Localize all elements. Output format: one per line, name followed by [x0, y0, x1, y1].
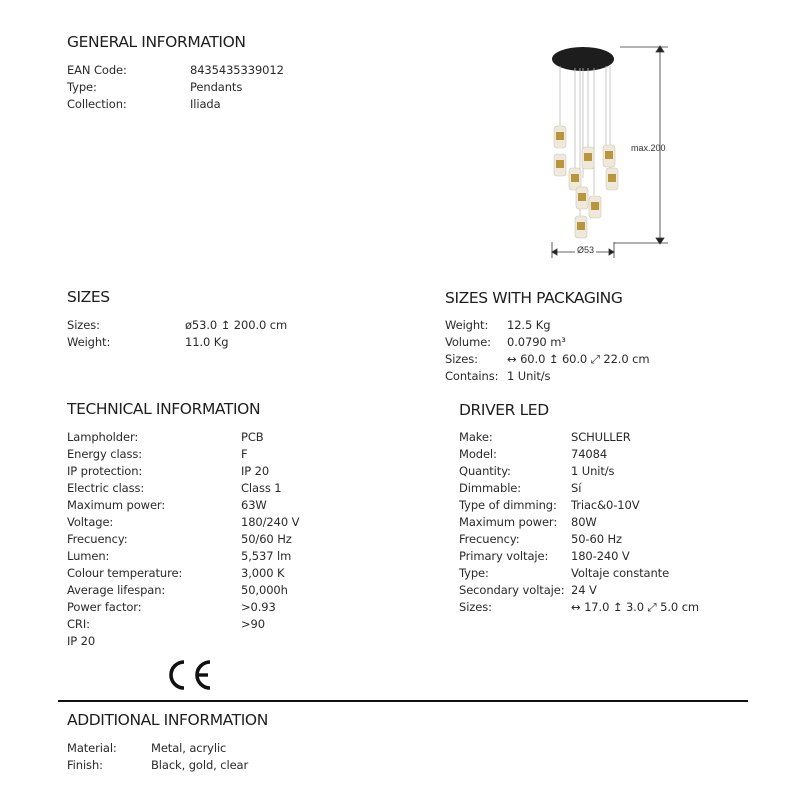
diameter-dimension-label: Ø53 [577, 245, 595, 255]
row-label: Energy class: [67, 447, 143, 461]
row-label: Model: [459, 447, 497, 461]
row-label: Electric class: [67, 481, 145, 495]
row-label: Secondary voltaje: [459, 583, 565, 597]
row-label: Primary voltaje: [459, 549, 549, 563]
pendant-4 [603, 145, 615, 167]
row-value: Voltaje constante [571, 566, 670, 580]
row-value: 180/240 V [241, 515, 300, 529]
row-value: 11.0 Kg [185, 335, 229, 349]
pendant-3 [582, 147, 594, 169]
technical-information-heading: TECHNICAL INFORMATION [67, 400, 261, 418]
row-value: >90 [241, 617, 265, 631]
row-value: 80W [571, 515, 597, 529]
packaging-heading: SIZES WITH PACKAGING [445, 289, 623, 307]
row-label: Maximum power: [67, 498, 166, 512]
row-value: 1 Unit/s [507, 369, 551, 383]
row-value: Metal, acrylic [151, 741, 227, 755]
row-value: 24 V [571, 583, 597, 597]
row-value: 50,000h [241, 583, 288, 597]
additional-information-heading: ADDITIONAL INFORMATION [67, 711, 268, 729]
row-value: Class 1 [241, 481, 282, 495]
pendant-2 [554, 154, 566, 176]
row-value: ø53.0 ↥ 200.0 cm [185, 318, 288, 332]
row-label: Volume: [445, 335, 491, 349]
row-value: 50/60 Hz [241, 532, 292, 546]
row-label: Sizes: [67, 318, 100, 332]
row-label: Collection: [67, 97, 127, 111]
row-label: Make: [459, 430, 493, 444]
pendant-1 [554, 126, 566, 148]
row-label: IP protection: [67, 464, 143, 478]
row-value: 0.0790 m³ [507, 335, 566, 349]
row-value: Black, gold, clear [151, 758, 249, 772]
technical-extra-ip: IP 20 [67, 634, 96, 648]
row-label: Colour temperature: [67, 566, 183, 580]
row-label: Sizes: [445, 352, 478, 366]
product-drawing [530, 30, 700, 270]
row-label: Material: [67, 741, 117, 755]
row-label: Type: [67, 80, 97, 94]
row-label: Frecuency: [67, 532, 128, 546]
row-label: Voltage: [67, 515, 114, 529]
row-value: 50-60 Hz [571, 532, 622, 546]
row-value: PCB [241, 430, 264, 444]
pendant-lamp-illustration [530, 30, 700, 270]
row-label: Lumen: [67, 549, 110, 563]
row-value: Sí [571, 481, 582, 495]
section-divider [58, 700, 748, 702]
row-label: Finish: [67, 758, 103, 772]
pendant-8 [589, 196, 601, 218]
row-value: 74084 [571, 447, 608, 461]
pendant-6 [606, 168, 618, 190]
height-dimension-label: max.200 [631, 143, 666, 153]
sizes-heading: SIZES [67, 288, 110, 306]
row-label: Power factor: [67, 600, 142, 614]
row-label: Weight: [445, 318, 489, 332]
row-value: Pendants [190, 80, 243, 94]
row-label: Lampholder: [67, 430, 139, 444]
row-label: Type: [459, 566, 489, 580]
row-value: ↔ 60.0 ↥ 60.0 ⤢ 22.0 cm [507, 352, 650, 366]
row-label: Contains: [445, 369, 499, 383]
row-label: Quantity: [459, 464, 511, 478]
general-information-heading: GENERAL INFORMATION [67, 33, 246, 51]
row-value: Triac&0-10V [571, 498, 640, 512]
row-value: Iliada [190, 97, 221, 111]
pendant-7 [576, 187, 588, 209]
ce-certification-logo [165, 655, 215, 695]
row-value: >0.93 [241, 600, 276, 614]
row-value: SCHULLER [571, 430, 631, 444]
row-label: Sizes: [459, 600, 492, 614]
row-label: Dimmable: [459, 481, 522, 495]
row-label: Weight: [67, 335, 111, 349]
pendant-9 [575, 216, 587, 238]
row-value: 3,000 K [241, 566, 285, 580]
row-value: ↔ 17.0 ↥ 3.0 ⤢ 5.0 cm [571, 600, 700, 614]
row-value: IP 20 [241, 464, 270, 478]
row-value: 180-240 V [571, 549, 630, 563]
row-value: 1 Unit/s [571, 464, 615, 478]
row-value: 12.5 Kg [507, 318, 551, 332]
row-label: Maximum power: [459, 515, 558, 529]
row-label: Average lifespan: [67, 583, 166, 597]
row-value: 63W [241, 498, 267, 512]
driver-led-heading: DRIVER LED [459, 401, 549, 419]
row-label: Type of dimming: [459, 498, 557, 512]
row-value: 5,537 lm [241, 549, 292, 563]
row-label: CRI: [67, 617, 90, 631]
row-value: 8435435339012 [190, 63, 284, 77]
ce-mark-icon [165, 655, 215, 695]
row-value: F [241, 447, 248, 461]
row-label: EAN Code: [67, 63, 127, 77]
row-label: Frecuency: [459, 532, 520, 546]
